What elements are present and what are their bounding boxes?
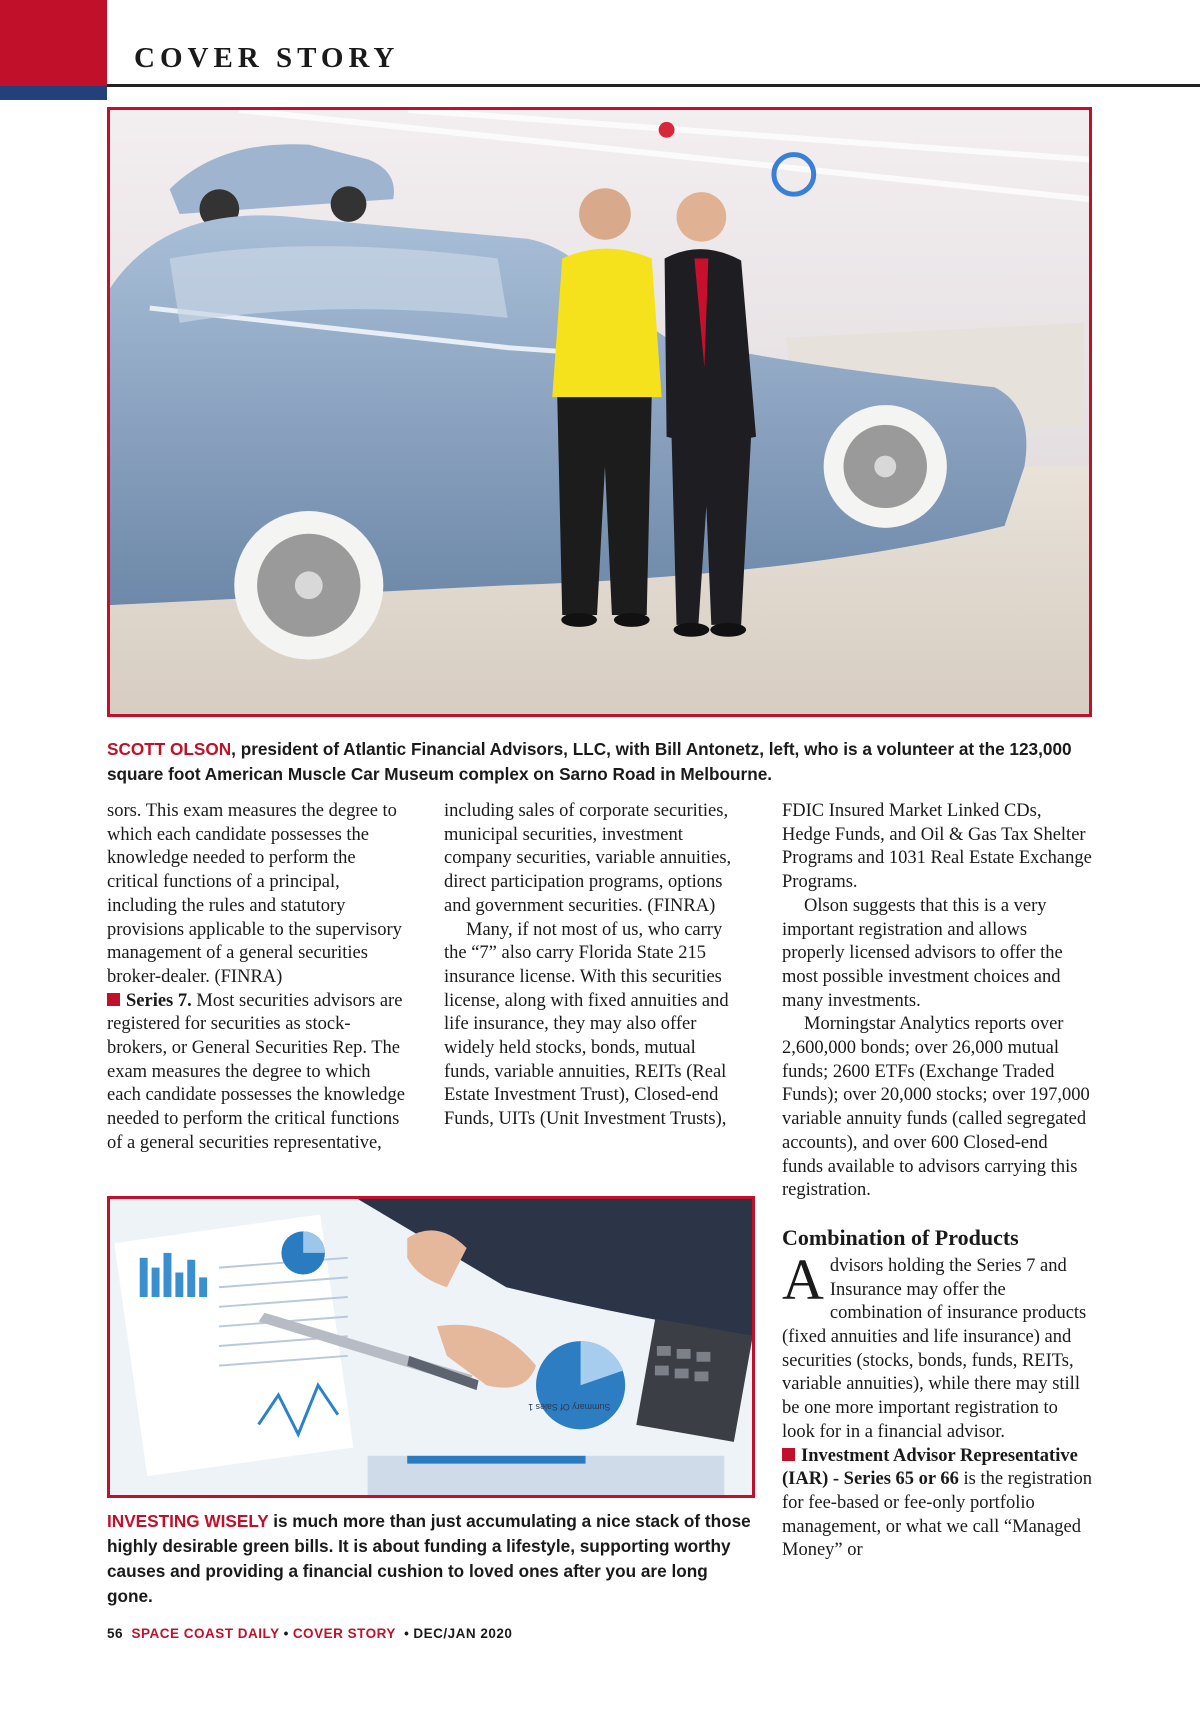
caption-lead-name: SCOTT OLSON — [107, 739, 232, 759]
paragraph-iar — [782, 1445, 1092, 1564]
paragraph: FDIC Insured Market Linked CDs, Hedge Funds, and Oil & Gas Tax Shelter Programs and 1031 Real Estate Exchange Programs. — [782, 801, 1092, 893]
paragraph-dropcap — [782, 1246, 1092, 1445]
photo-caption-mid — [107, 1509, 755, 1609]
publication-name: SPACE COAST DAILY — [131, 1626, 280, 1641]
caption-text: , president of Atlantic Financial Advisors, LLC, with Bill Antonetz, left, who is a volunteer at the 123,000 square foot American Muscle Car Museum complex on Sarno Road in Melbourne. — [107, 739, 1072, 784]
text-column-3 — [782, 800, 1092, 1563]
chart-header-text: Summary Of Sales 1 — [528, 1401, 611, 1412]
paragraph-series-7 — [107, 990, 409, 1156]
paragraph: Morningstar Analytics reports over 2,600,000 bonds; over 26,000 mutual funds; 2600 ETFs (Exchange Traded Funds); over 20,000 stocks; over 197,000 variable annuity funds (called segregated accounts), and over 600 Closed-end funds available to advisors carrying this registration. — [782, 1014, 1090, 1201]
text-column-1 — [107, 800, 409, 1156]
drop-cap: A — [782, 1246, 824, 1312]
iar-lead: Investment Advisor Representative (IAR) - Series 65 or 66 — [782, 1445, 1078, 1490]
header-red-block — [0, 0, 107, 86]
paragraph: sors. This exam measures the degree to which each candidate possesses the knowledge needed to perform the critical functions of a principal, including the rules and statutory provisions applicable to the supervisory management of a general securities broker-dealer. (FINRA) — [107, 801, 402, 987]
footer-bullet: • — [283, 1626, 289, 1641]
photo-caption-top — [107, 737, 1092, 787]
caption-lead-investing: INVESTING WISELY — [107, 1511, 269, 1531]
museum-photo — [107, 107, 1092, 717]
page-footer — [107, 1626, 512, 1641]
footer-section: COVER STORY — [292, 1626, 396, 1641]
paragraph: Olson suggests that this is a very important registration and allows properly licensed advisors to offer the most possible investment choices and many investments. — [782, 895, 1063, 1011]
paragraph: including sales of corporate securities, municipal securities, investment company securities, variable annuities, direct participation programs, options and government securities. (FINRA) — [444, 801, 732, 916]
text-column-2 — [444, 800, 746, 1132]
issue-date: DEC/JAN 2020 — [413, 1626, 513, 1641]
paragraph-text: Most securities advisors are registered for securities as stock-brokers, or General Securities Rep. The exam measures the degree to which each candidate possesses the knowledge needed to perform the critical functions of a general securities representative, — [107, 990, 405, 1153]
footer-bullet: • — [404, 1626, 410, 1641]
bullet-square-icon — [107, 993, 120, 1006]
header-rule — [107, 84, 1200, 87]
subhead-combination-of-products: Combination of Products — [782, 1224, 1019, 1250]
caption-text: is much more than just accumulating a nice stack of those highly desirable green bills. It is about funding a lifestyle, supporting worthy causes and providing a financial cushion to loved ones after you are long gone. — [107, 1511, 751, 1606]
page-number: 56 — [107, 1626, 124, 1641]
paragraph-text: is the registration for fee-based or fee-only portfolio management, or what we call “Managed Money” or — [782, 1469, 1092, 1561]
series-7-lead: Series 7. — [126, 990, 192, 1011]
section-title: COVER STORY — [134, 42, 400, 74]
financial-charts-photo — [107, 1196, 755, 1498]
paragraph: Many, if not most of us, who carry the “7” also carry Florida State 215 insurance license. With this securities license, along with fixed annuities and life insurance, they may also offer widely held stocks, bonds, mutual funds, variable annuities, REITs (Real Estate Investment Trust), Closed-end Funds, UITs (Unit Investment Trusts), — [444, 919, 729, 1130]
paragraph-text: dvisors holding the Series 7 and Insurance may offer the combination of insurance products (fixed annuities and life insurance) and securities (stocks, bonds, funds, REITs, variable annuities), while there may still be one more important registration to look for in a financial advisor. — [782, 1255, 1087, 1442]
bullet-square-icon — [782, 1448, 795, 1461]
header-blue-stripe — [0, 86, 107, 100]
